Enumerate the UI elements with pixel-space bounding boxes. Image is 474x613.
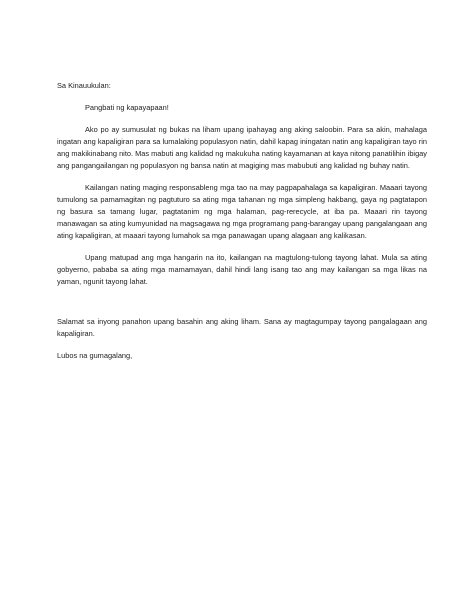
letter-paragraph-2: Kailangan nating maging responsableng mga tao na may pagpapahalaga sa kapaligiran. Maaari tayong tumulong sa pamamagitan ng pagtuturo sa ating mga tahanan ng mga simpleng hakbang, gaya ng pagtatapon ng basura sa tamang lugar, pagtatanim ng mga halaman, pag-rerecycle, at iba pa. Maaari rin tayong manawagan sa ating kumyunidad na magsagawa ng mga programang pang-barangay upang pangalangaan ang ating kapaligiran, at maaari tayong lumahok sa mga panawagan upang alagaan ang kalikasan. bbox=[57, 183, 427, 240]
letter-closing-paragraph: Salamat sa inyong panahon upang basahin ang aking liham. Sana ay magtagumpay tayong pangalagaan ang kapaligiran. bbox=[57, 317, 427, 338]
letter-paragraph-1: Ako po ay sumusulat ng bukas na liham upang ipahayag ang aking saloobin. Para sa akin, mahalaga ingatan ang kapaligiran para sa lumalaking populasyon natin, dahil kapag iningatan natin ang kapaligiran tayo rin ang makikinabang nito. Mas mabuti ang kalidad ng makukuha nating kayamanan at kaya nitong panatilihin ibigay ang pangangailangan ng populasyon ng bansa natin at magiging mas mabubuti ang kalidad ng buhay natin. bbox=[57, 125, 427, 170]
letter-sign-off: Lubos na gumagalang, bbox=[57, 351, 133, 360]
letter-salutation: Sa Kinauukulan: bbox=[57, 81, 111, 90]
letter-greeting: Pangbati ng kapayapaan! bbox=[85, 103, 169, 112]
letter-paragraph-3: Upang matupad ang mga hangarin na ito, kailangan na magtulong-tulong tayong lahat. Mula sa ating gobyerno, pababa sa ating mga mamamayan, dahil hindi lang isang tao ang may kailangan sa mga likas na yaman, ngunit tayong lahat. bbox=[57, 253, 427, 286]
letter-body bbox=[57, 80, 427, 362]
